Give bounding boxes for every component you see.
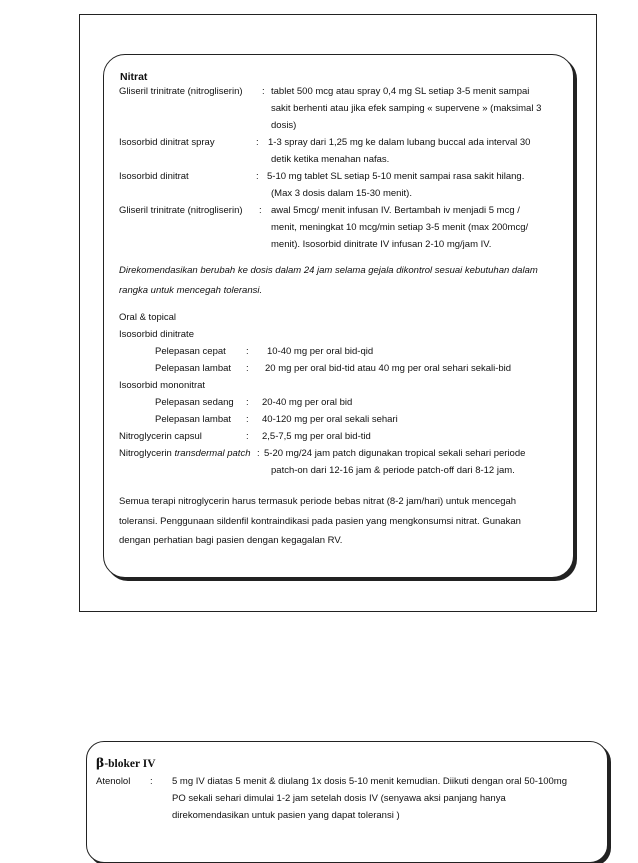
entry-separator: : <box>259 205 262 216</box>
capsul-label: Nitroglycerin capsul <box>119 431 202 442</box>
entry-line: 1-3 spray dari 1,25 mg ke dalam lubang buccal ada interval 30 <box>268 137 531 148</box>
entry-line: tablet 500 mcg atau spray 0,4 mg SL setiap 3-5 menit sampai <box>271 86 530 97</box>
atenolol-line: direkomendasikan untuk pasien yang dapat toleransi ) <box>172 810 400 821</box>
entry-name: Isosorbid dinitrat spray <box>119 137 215 148</box>
isosorbid-mononitrat-label: Isosorbid mononitrat <box>119 380 206 391</box>
dose-value: 20-40 mg per oral bid <box>262 397 353 408</box>
beta-bloker-title <box>96 757 156 770</box>
capsul-value: 2,5-7,5 mg per oral bid-tid <box>262 431 371 442</box>
isosorbid-dinitrate-label: Isosorbid dinitrate <box>119 329 194 340</box>
entry-line: (Max 3 dosis dalam 15-30 menit). <box>271 188 412 199</box>
recommendation-line: rangka untuk mencegah toleransi. <box>119 285 263 296</box>
atenolol-line: 5 mg IV diatas 5 menit & diulang 1x dosis 5-10 menit kemudian. Diikuti dengan oral 50-100mg <box>172 776 567 787</box>
atenolol-separator: : <box>150 776 153 787</box>
dose-label: Pelepasan cepat <box>155 346 226 357</box>
patch-line: 5-20 mg/24 jam patch digunakan tropical sekali sehari periode <box>264 448 526 459</box>
dose-label: Pelepasan lambat <box>155 363 232 374</box>
dose-label: Pelepasan lambat <box>155 414 232 425</box>
dose-value: 40-120 mg per oral sekali sehari <box>262 414 398 425</box>
entry-separator: : <box>262 86 265 97</box>
dose-separator: : <box>246 414 249 425</box>
patch-label <box>119 448 250 460</box>
dose-value: 20 mg per oral bid-tid atau 40 mg per oral sehari sekali-bid <box>265 363 512 374</box>
entry-line: menit, meningkat 10 mcg/min setiap 3-5 menit (max 200mcg/ <box>271 222 529 233</box>
note-line: Semua terapi nitroglycerin harus termasuk periode bebas nitrat (8-2 jam/hari) untuk mencegah <box>119 496 517 507</box>
entry-line: dosis) <box>271 120 297 131</box>
entry-line: detik ketika menahan nafas. <box>271 154 390 165</box>
patch-separator: : <box>257 448 260 459</box>
atenolol-name: Atenolol <box>96 776 131 787</box>
dose-separator: : <box>246 397 249 408</box>
capsul-separator: : <box>246 431 249 442</box>
entry-separator: : <box>256 171 259 182</box>
entry-line: menit). Isosorbid dinitrate IV infusan 2-10 mg/jam IV. <box>271 239 492 250</box>
recommendation-line: Direkomendasikan berubah ke dosis dalam 24 jam selama gejala dikontrol sesuai kebutuhan dalam <box>119 265 538 276</box>
patch-label-name: Nitroglycerin <box>119 448 172 459</box>
dose-label: Pelepasan sedang <box>155 397 234 408</box>
entry-name: Gliseril trinitrate (nitrogliserin) <box>119 86 243 97</box>
entry-line: sakit berhenti atau jika efek samping « supervene » (maksimal 3 <box>271 103 542 114</box>
beta-symbol: β <box>96 755 105 770</box>
beta-title-text: -bloker IV <box>104 758 156 770</box>
entry-name: Gliseril trinitrate (nitrogliserin) <box>119 205 243 216</box>
entry-line: 5-10 mg tablet SL setiap 5-10 menit sampai rasa sakit hilang. <box>267 171 525 182</box>
nitrat-title: Nitrat <box>120 71 148 83</box>
patch-line: patch-on dari 12-16 jam & periode patch-off dari 8-12 jam. <box>271 465 515 476</box>
entry-separator: : <box>256 137 259 148</box>
note-line: dengan perhatian bagi pasien dengan kegagalan RV. <box>119 535 343 546</box>
patch-label-italic: transdermal patch <box>174 448 251 459</box>
dose-value: 10-40 mg per oral bid-qid <box>267 346 374 357</box>
dose-separator: : <box>246 346 249 357</box>
entry-line: awal 5mcg/ menit infusan IV. Bertambah iv menjadi 5 mcg / <box>271 205 520 216</box>
atenolol-line: PO sekali sehari dimulai 1-2 jam setelah dosis IV (senyawa aksi panjang hanya <box>172 793 506 804</box>
dose-separator: : <box>246 363 249 374</box>
entry-name: Isosorbid dinitrat <box>119 171 189 182</box>
note-line: toleransi. Penggunaan sildenfil kontraindikasi pada pasien yang mengkonsumsi nitrat. Gunakan <box>119 516 521 527</box>
oral-topical-title: Oral & topical <box>119 312 177 323</box>
